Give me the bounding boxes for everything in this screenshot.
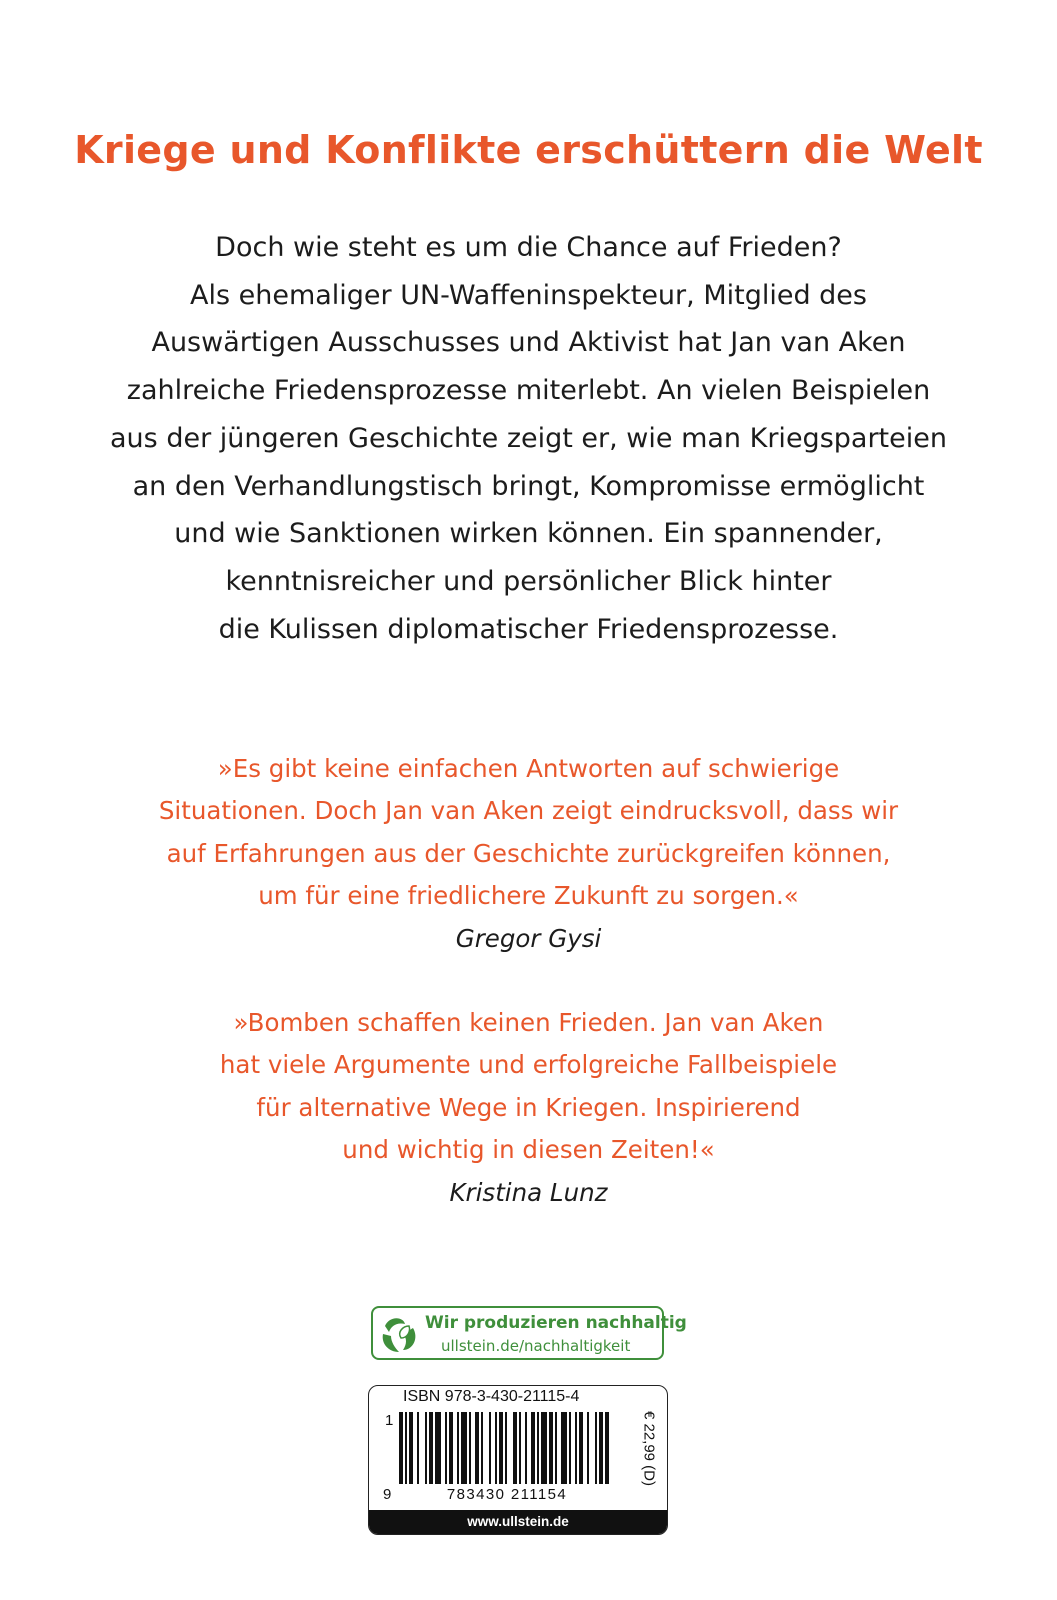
barcode-addon-digit: 1 [385, 1412, 394, 1429]
quote-author: Gregor Gysi [455, 923, 602, 953]
publisher-footer [369, 1510, 667, 1534]
barcode-bar [405, 1412, 407, 1484]
barcode-first-digit: 9 [383, 1486, 392, 1503]
blurb-line: Auswärtigen Ausschusses und Aktivist hat Jan van Aken [151, 327, 906, 359]
barcode-panel [368, 1385, 668, 1535]
barcode-bar [495, 1412, 497, 1484]
barcode-bar [579, 1412, 583, 1484]
quote-line: auf Erfahrungen aus der Geschichte zurückgreifen können, [166, 838, 891, 868]
quote-line: für alternative Wege in Kriegen. Inspirierend [256, 1092, 801, 1122]
sustainability-url: ullstein.de/nachhaltigkeit [441, 1337, 631, 1355]
blurb-line: und wie Sanktionen wirken können. Ein spannender, [174, 518, 883, 550]
blurb-text [40, 224, 1017, 653]
quote-line: und wichtig in diesen Zeiten!« [342, 1135, 715, 1165]
barcode-bar [605, 1412, 609, 1484]
barcode-bar [457, 1412, 459, 1484]
quote-lunz [40, 1002, 1017, 1214]
headline: Kriege und Konflikte erschüttern die Welt [74, 128, 983, 172]
barcode-bar [399, 1412, 403, 1484]
barcode-bar [445, 1412, 447, 1484]
blurb-line: Als ehemaliger UN-Waffeninspekteur, Mitglied des [189, 279, 867, 311]
barcode-bar [541, 1412, 547, 1484]
barcode-bar [499, 1412, 503, 1484]
barcode-bar [429, 1412, 433, 1484]
sustainability-title: Wir produzieren nachhaltig [425, 1313, 687, 1333]
blurb-line: Doch wie steht es um die Chance auf Frieden? [215, 232, 842, 263]
quote-author: Kristina Lunz [449, 1177, 608, 1207]
barcode-bar [531, 1412, 535, 1484]
barcode-bar [575, 1412, 577, 1484]
quote-gysi [40, 748, 1017, 960]
blurb-line: aus der jüngeren Geschichte zeigt er, wie man Kriegsparteien [110, 422, 947, 454]
quote-line: »Bomben schaffen keinen Frieden. Jan van Aken [233, 1008, 824, 1037]
isbn-number: ISBN 978-3-430-21115-4 [403, 1388, 580, 1405]
barcode-bar [537, 1412, 539, 1484]
barcode-bar [587, 1412, 589, 1484]
barcode-bar [409, 1412, 413, 1484]
barcode-bar [555, 1412, 557, 1484]
barcode-bar [505, 1412, 507, 1484]
barcode-bar [425, 1412, 427, 1484]
barcode-bar [519, 1412, 521, 1484]
barcode-bar [549, 1412, 553, 1484]
publisher-url: www.ullstein.de [467, 1514, 569, 1529]
blurb-line: zahlreiche Friedensprozesse miterlebt. An vielen Beispielen [126, 375, 931, 407]
barcode-bar [435, 1412, 441, 1484]
barcode-bar [449, 1412, 453, 1484]
barcode-bar [469, 1412, 471, 1484]
price-text: € 22,99 (D) [640, 1410, 658, 1487]
barcode-bar [481, 1412, 483, 1484]
sustainability-badge [371, 1306, 687, 1360]
recycle-leaf-icon [377, 1312, 421, 1356]
barcode-bar [561, 1412, 567, 1484]
blurb-line: kenntnisreicher und persönlicher Blick hinter [225, 565, 832, 597]
barcode-bar [461, 1412, 467, 1484]
quote-line: Situationen. Doch Jan van Aken zeigt eindrucksvoll, dass wir [158, 796, 899, 826]
quote-line: »Es gibt keine einfachen Antworten auf schwierige [217, 754, 840, 783]
barcode-bar [525, 1412, 527, 1484]
barcode-bar [599, 1412, 603, 1484]
barcode-bars [399, 1412, 611, 1484]
price-label [631, 1404, 657, 1500]
quote-line: hat viele Argumente und erfolgreiche Fallbeispiele [219, 1050, 838, 1080]
barcode-digits: 783430 211154 [446, 1486, 568, 1503]
barcode-bar [475, 1412, 479, 1484]
blurb-line: an den Verhandlungstisch bringt, Kompromisse ermöglicht [132, 470, 925, 502]
barcode-bar [595, 1412, 597, 1484]
barcode-bar [489, 1412, 491, 1484]
barcode-bar [569, 1412, 571, 1484]
barcode-bar [513, 1412, 517, 1484]
blurb-line: die Kulissen diplomatischer Friedensprozesse. [218, 613, 839, 645]
barcode-bar [417, 1412, 419, 1484]
quote-line: um für eine friedlichere Zukunft zu sorgen.« [258, 881, 799, 911]
